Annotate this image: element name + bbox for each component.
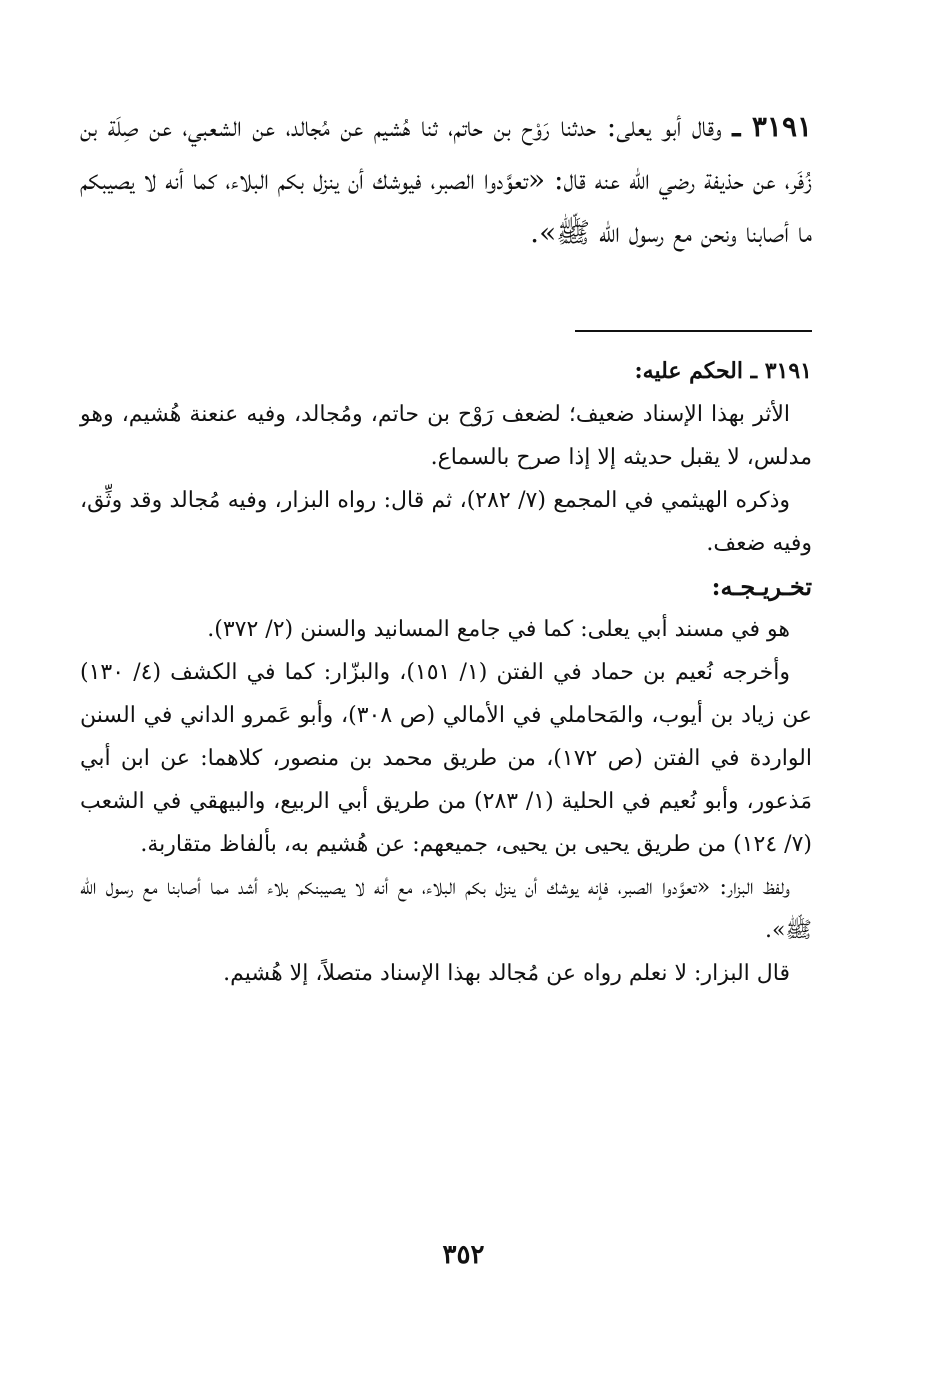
takhrij-paragraph: وأخرجه نُعيم بن حماد في الفتن (١/ ١٥١)، والبزّار: كما في الكشف (٤/ ١٣٠) عن زياد بن أيوب، والمَحاملي في الأمالي (ص ٣٠٨)، وأبو عَمرو الداني في السنن الواردة في الفتن (ص ١٧٢)، من طريق محمد بن منصور، كلاهما: عن ابن أبي مَذعور، وأبو نُعيم في الحلية (١/ ٢٨٣) من طريق أبي الربيع، والبيهقي في الشعب (٧/ ١٢٤) من طريق يحيى بن يحيى، جميعهم: عن هُشيم به، بألفاظ متقاربة.	[80, 660, 813, 857]
takhrij-source-paragraph: هو في مسند أبي يعلى: كما في جامع المسانيد والسنن (٢/ ٣٧٢).	[207, 617, 790, 642]
takhrij-heading: تخـريـجـه:	[711, 572, 812, 601]
narration-number: ٣١٩١ ـ	[732, 110, 813, 143]
haythami-paragraph: وذكره الهيثمي في المجمع (٧/ ٢٨٢)، ثم قال: رواه البزار، وفيه مُجالد وقد وثِّق، وفيه ضعف.	[80, 488, 812, 556]
ruling-paragraph: الأثر بهذا الإسناد ضعيف؛ لضعف رَوْح بن حاتم، ومُجالد، وفيه عنعنة هُشيم، وهو مدلس، لا يقبل حديثه إلا إذا صرح بالسماع.	[80, 402, 812, 470]
ruling-heading: ٣١٩١ ـ الحكم عليه:	[634, 358, 812, 384]
main-text-block	[80, 100, 812, 259]
narration-text: وقال أبو يعلى: حدثنا رَوْح بن حاتم، ثنا هُشيم عن مُجالد، عن الشعبي، عن صِلَة بن زُفَر، عن حذيفة رضي الله عنه قال: «تعوَّدوا الصبر، فيوشك أن ينزل بكم البلاء، كما أنه لا يصيبكم ما أصابنا ونحن مع رسول الله ﷺ».	[80, 110, 812, 249]
bazzar-wording-paragraph: ولفظ البزار: «تعوَّدوا الصبر، فإنه يوشك أن ينزل بكم البلاء، مع أنه لا يصيبنكم بلاء أشد مما أصابنا مع رسول الله ﷺ».	[80, 875, 812, 943]
page-number: ٣٥٢	[442, 1240, 485, 1270]
bazzar-statement-paragraph: قال البزار: لا نعلم رواه عن مُجالد بهذا الإسناد متصلاً، إلا هُشيم.	[223, 961, 790, 986]
footnote-separator	[575, 330, 812, 332]
footnotes-block	[80, 350, 812, 995]
